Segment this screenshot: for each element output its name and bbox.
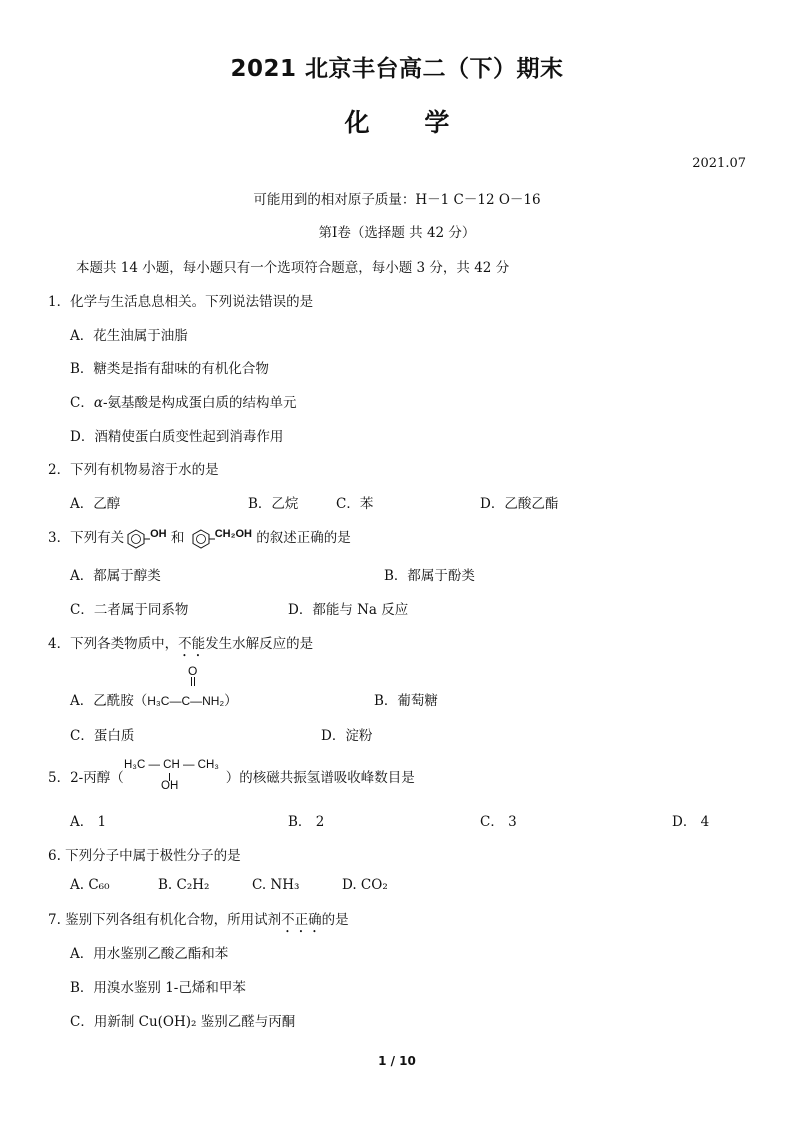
- propanol-formula-top: H₃C — CH — CH₃: [124, 759, 219, 771]
- q7-emphasis: 不正确: [281, 912, 322, 928]
- q1-option-a: A．花生油属于油脂: [70, 328, 188, 344]
- q7-stem-end: 的是: [321, 912, 349, 928]
- q2-option-c: C．苯: [336, 496, 374, 512]
- q5-option-c: C． 3: [480, 814, 517, 830]
- exam-title: 2021 北京丰台高二（下）期末: [230, 56, 564, 82]
- section-heading: 第I卷（选择题 共 42 分）: [318, 225, 476, 241]
- q7-option-a: A．用水鉴别乙酸乙酯和苯: [70, 946, 229, 962]
- q4-option-a: [70, 689, 238, 709]
- q4-option-a-close: ）: [224, 693, 238, 709]
- question-7-stem: [48, 908, 349, 936]
- q7-option-b: B．用溴水鉴别 1-己烯和甲苯: [70, 980, 246, 996]
- phenol-oh-label: OH: [150, 528, 167, 540]
- q4-option-b: B．葡萄糖: [374, 693, 438, 709]
- exam-date: 2021.07: [692, 156, 746, 171]
- q2-option-b: B．乙烷: [248, 496, 299, 512]
- question-5-stem: [48, 766, 415, 786]
- q6-option-c: C. NH₃: [252, 877, 300, 893]
- q2-option-a: A．乙醇: [70, 496, 121, 512]
- q6-option-b: B. C₂H₂: [158, 877, 210, 893]
- q5-stem-start: 5．2-丙醇（: [48, 770, 124, 786]
- benzyl-ch2oh-label: CH₂OH: [214, 528, 252, 540]
- atomic-mass-note: 可能用到的相对原子质量：H－1 C－12 O－16: [253, 192, 541, 208]
- q5-option-d: D． 4: [672, 814, 710, 830]
- q4-option-d: D．淀粉: [321, 728, 373, 744]
- q1-option-c-letter: C．: [70, 395, 94, 411]
- q5-option-a: A． 1: [70, 814, 107, 830]
- acetamide-formula: H₃C—C—NH₂: [147, 694, 225, 708]
- alpha-symbol: α: [93, 395, 103, 411]
- phenol-structure-icon: [124, 528, 150, 550]
- q5-option-b: B． 2: [288, 814, 325, 830]
- instructions: 本题共 14 小题，每小题只有一个选项符合题意，每小题 3 分，共 42 分: [76, 260, 510, 276]
- q5-stem-end: ）的核磁共振氢谱吸收峰数目是: [225, 770, 415, 786]
- q4-option-c: C．蛋白质: [70, 728, 135, 744]
- q3-option-a: A．都属于醇类: [70, 568, 161, 584]
- q7-option-c: C．用新制 Cu(OH)₂ 鉴别乙醛与丙酮: [70, 1014, 296, 1030]
- question-2-stem: 2．下列有机物易溶于水的是: [48, 462, 219, 478]
- q6-option-a: A. C₆₀: [70, 877, 110, 893]
- q3-stem-start: 3．下列有关: [48, 530, 125, 546]
- q2-option-d: D．乙酸乙酯: [480, 496, 559, 512]
- q1-option-b: B．糖类是指有甜味的有机化合物: [70, 361, 269, 377]
- q3-option-b: B．都属于酚类: [384, 568, 475, 584]
- q4-stem-end: 发生水解反应的是: [205, 636, 314, 652]
- question-6-stem: 6. 下列分子中属于极性分子的是: [48, 848, 241, 864]
- subject-title: 化 学: [344, 108, 450, 137]
- page-number: 1 / 10: [378, 1054, 416, 1068]
- q4-option-a-label: A．乙酰胺（: [70, 693, 148, 709]
- q3-option-c: C．二者属于同系物: [70, 602, 189, 618]
- q1-option-c: [70, 391, 297, 411]
- q3-and: 和: [170, 530, 185, 546]
- question-4-stem: [48, 632, 313, 660]
- q1-option-c-text: -氨基酸是构成蛋白质的结构单元: [102, 395, 297, 411]
- question-3-stem: [48, 526, 351, 550]
- acetamide-oxygen: O: [188, 664, 198, 678]
- q6-option-d: D. CO₂: [342, 877, 388, 893]
- propanol-oh: OH: [161, 780, 179, 792]
- q3-stem-end: 的叙述正确的是: [256, 530, 351, 546]
- q7-stem-start: 7. 鉴别下列各组有机化合物，所用试剂: [48, 912, 282, 928]
- benzyl-alcohol-structure-icon: [189, 528, 215, 550]
- q4-emphasis: 不能: [178, 636, 206, 652]
- acetamide-double-bond: [191, 677, 195, 686]
- question-1-stem: 1．化学与生活息息相关。下列说法错误的是: [48, 294, 314, 310]
- q4-stem-start: 4．下列各类物质中，: [48, 636, 179, 652]
- q3-option-d: D．都能与 Na 反应: [288, 602, 409, 618]
- q1-option-d: D．酒精使蛋白质变性起到消毒作用: [70, 429, 284, 445]
